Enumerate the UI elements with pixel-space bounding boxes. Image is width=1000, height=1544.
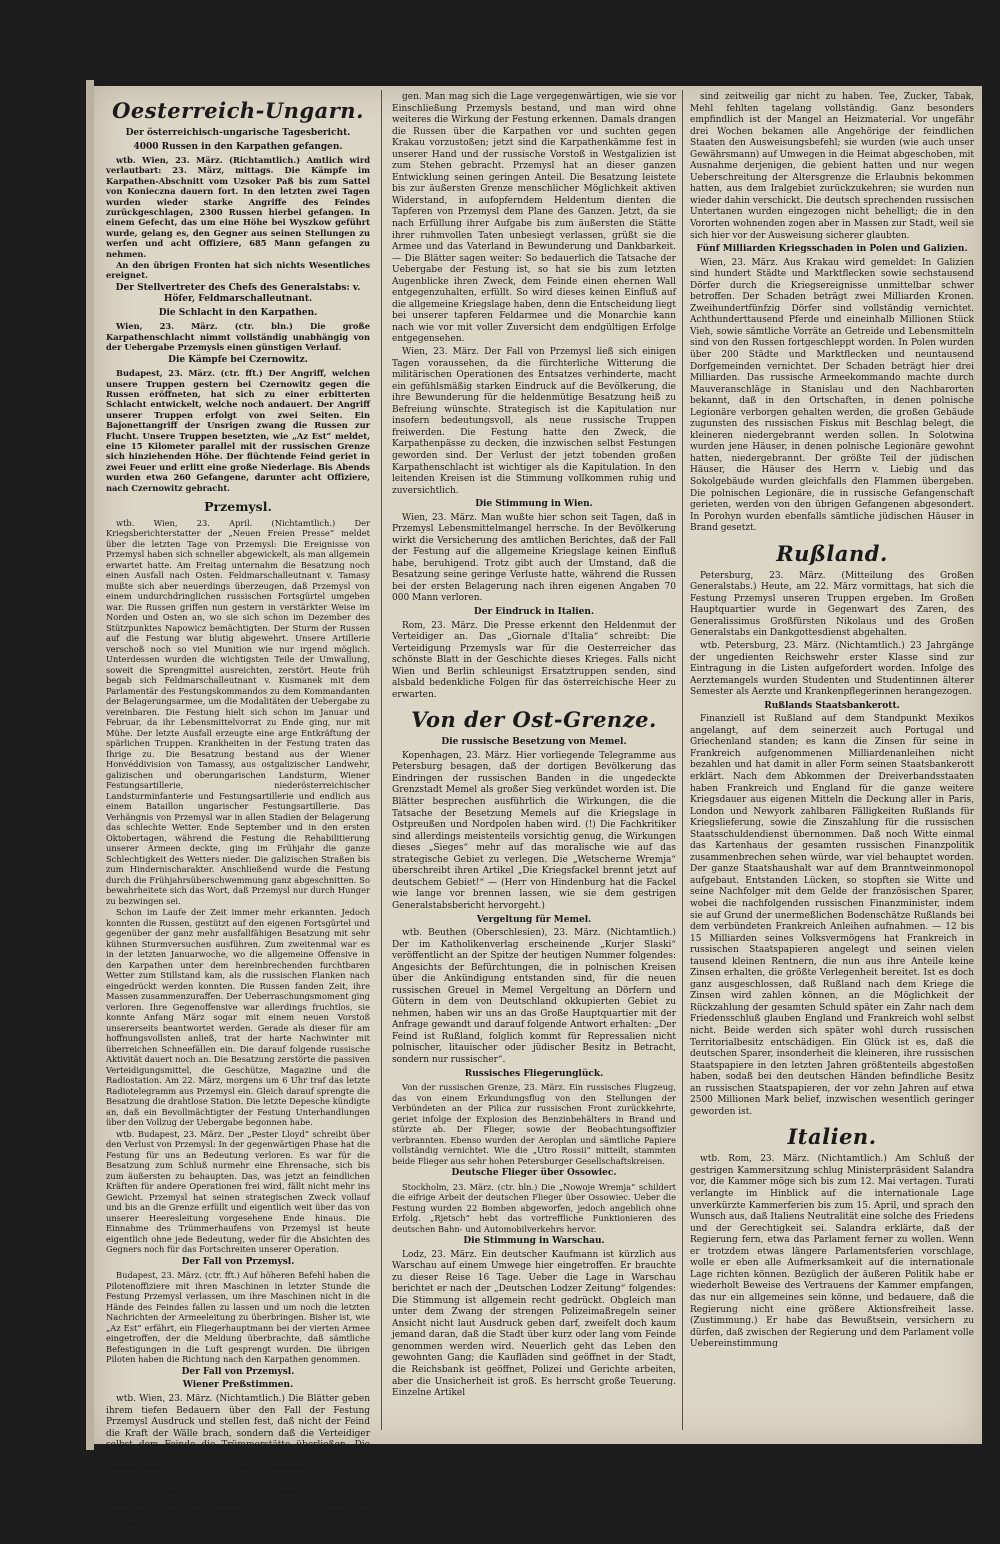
article-paragraph: wtb. Rom, 23. März. (Nichtamtlich.) Am Schluß der gestrigen Kammersitzung schlug Ministerpräsident Salandra vor, die Kammer möge sich bis zum 12. Mai vertagen. Turati verlangte im Hinblick auf die internationale Lage unverkürzte Kammerferien bis zum 15. April, und sprach den Wunsch aus, daß Italiens Neutralität eine solche des Friedens und der Gerechtigkeit sei. Salandra erklärte, daß der Regierung fern, etwa das Parlament ferner zu wollen. Wenn er trotzdem etwas längere Parlamentsferien vorschlage, wolle er eben alle Aufmerksamkeit auf die internationale Lage richten können. Bezüglich der äußeren Politik habe er wiederholt Beweise des Vertrauens der Kammer empfangen, das nur ein allgemeines sein könne, und bedauere, daß die Regierung nicht eine größere Aktionsfreiheit lasse. (Zustimmung.) Er habe das Bewußtsein, versichern zu dürfen, daß zwischen der Regierung und dem Parlament volle Uebereinstimmung: [690, 1154, 974, 1350]
page-edge: [86, 80, 94, 1450]
column-1: [106, 86, 370, 1543]
article-paragraph: wtb. Wien, 23. März. (Richtamtlich.) Amtlich wird verlautbart: 23. März, mittags. Die Kämpfe im Karpathen-Abschnitt vom Uzsoker Paß bis zum Sattel von Konieczna dauern fort. In den letzten zwei Tagen wurden wieder starke Angriffe des Feindes zurückgeschlagen, 2300 Russen hierbei gefangen. In einem Gefecht, das um eine Höhe bei Wyszkow geführt wurde, gelang es, den Gegner aus seinen Stellungen zu werfen und acht Offiziere, 685 Mann gefangen zu nehmen.: [106, 155, 370, 259]
article-paragraph: Wien, 23. März. Aus Krakau wird gemeldet: In Galizien sind hundert Städte und Marktflecken sowie sechstausend Dörfer durch die Kriegsereignisse unmittelbar schwer betroffen. Der Schaden beträgt zwei Milliarden Kronen. Zweihundertfünfzig Dörfer sind vollständig vernichtet. Achthunderttausend Pferde und eineinhalb Millionen Stück Vieh, sowie sämtliche Vorräte an Getreide und Lebensmitteln sind von den Russen fortgeschleppt worden. In Polen wurden über 200 Städte und Marktflecken und neuntausend Dorfgemeinden vernichtet. Der Schaden beträgt hier drei Milliarden. Das russische Armeekommando machte durch Mauveranschläge in Stanislau und den Nachbarorten bekannt, daß in den Ortschaften, in denen polnische Legionäre verborgen gehalten werden, die großen Gebäude zugunsten des russischen Fiskus mit Beschlag belegt, die kleineren niedergebrannt werden sollen. In Solotwina wurden jene Häuser, in denen polnische Legionäre gewohnt hatten, niedergebrannt. Der größte Teil der jüdischen Häuser, die Häuser des Herrn v. Liebig und das Sokolgebäude wurden gleichfalls den Flammen übergeben. Die polnischen Legionäre, die in russische Gefangenschaft gerieten, werden von den übrigen Gefangenen abgesondert. In Porohyn wurden ebenfalls sämtliche jüdischen Häuser in Brand gesetzt.: [690, 257, 974, 534]
section-title-ost-grenze: Von der Ost-Grenze.: [411, 707, 657, 733]
article-paragraph: Kopenhagen, 23. März. Hier vorliegende Telegramme aus Petersburg besagen, daß der dortigen Bevölkerung das Eindringen der russischen Banden in die ungedeckte Grenzstadt Memel als großer Sieg verkündet worden ist. Die Blätter besprechen ausführlich die Wirkungen, die die Tatsache der Besetzung Memels auf die Kriegslage in Ostpreußen und Nordpolen haben wird. (!) Die Fachkritiker sind allerdings meistenteils vorsichtig genug, die Wirkungen dieses „Sieges“ mehr auf das moralische wie auf das strategische Gebiet zu verlegen. Die „Wetscherne Wremja“ überschreibt ihren Artikel „Die Kriegsfackel brennt jetzt auf deutschem Gebiet!“ — (Herr von Hindenburg hat die Fackel wie lange vor brennen lassen, wie sie dem gestrigen Generalstabsbericht hervorgeht.): [392, 750, 676, 911]
article-paragraph: Budapest, 23. März. (ctr. fft.) Auf höheren Befehl haben die Pilotenoffiziere mit ihren Maschinen in letzter Stunde die Festung Przemysl verlassen, um ihre Maschinen nicht in die Hände des Feindes fallen zu lassen und um noch die letzten Nachrichten der Armeeleitung zu überbringen. Bisher ist, wie „Az Est“ erfährt, ein Fliegerhauptmann bei der vierten Armee eingetroffen, der die Meldung überbrachte, daß sämtliche Befestigungen in die Luft gesprengt wurden. Die übrigen Piloten haben die Richtung nach den Karpathen genommen.: [106, 1270, 370, 1365]
headline: Rußlands Staatsbankerott.: [764, 700, 900, 711]
article-paragraph: Lodz, 23. März. Ein deutscher Kaufmann ist kürzlich aus Warschau auf einem Umwege hier eingetroffen. Er brauchte zu dieser Reise 16 Tage. Ueber die Lage in Warschau berichtet er nach der „Deutschen Lodzer Zeitung“ folgendes: Die Stimmung ist allgemein recht gedrückt. Obgleich man unter dem Zwang der strengen Polizeimaßregeln seiner Ansicht nicht laut Ausdruck geben darf, zweifelt doch kaum jemand daran, daß die Stadt über kurz oder lang vom Feinde genommen werden wird. Neuerlich geht das Leben den gewohnten Gang; die Kaufläden sind geöffnet in der Stadt, die Reichsbank ist geöffnet, Polizei und Gerichte arbeiten, aber die Unsicherheit ist groß. Es herrscht große Teuerung. Einzelne Artikel: [392, 1249, 676, 1399]
headline: Der österreichisch-ungarische Tagesbericht.: [125, 128, 351, 138]
headline: Die Kämpfe bei Czernowitz.: [168, 354, 308, 365]
headline: Die Stimmung in Wien.: [475, 499, 593, 510]
article-paragraph: Von der russischen Grenze, 23. März. Ein russisches Flugzeug, das von einem Erkundungsflug von den Stellungen der Verbündeten an der Pilica zur russischen Front zurückkehrte, geriet infolge der Explosion des Benzinbehälters in Brand und stürzte ab. Der Flieger, sowie der Beobachtungsoffizier verbrannten. Ebenso wurden der Aeroplan und sämtliche Papiere vollständig vernichtet. Wie die „Utro Rossii“ mitteilt, stammten beide Flieger aus sehr hohen Petersburger Gesellschaftskreisen.: [392, 1082, 676, 1166]
section-title-oesterreich-ungarn: Oesterreich-Ungarn.: [112, 98, 364, 123]
article-paragraph: sind zeitweilig gar nicht zu haben. Tee, Zucker, Tabak, Mehl fehlten tagelang vollständig. Ganz besonders empfindlich ist der Mangel an Heizmaterial. Vor ungefähr drei Wochen bekamen alle Angehörige der feindlichen Staaten den Ausweisungsbefehl; sie wurden (wie auch unser Gewährsmann) auf Umwegen in die Heimat abgeschoben, mit Ausnahme derjenigen, die gebient hatten und nur wegen Ueberschreitung der Altersgrenze die Erlaubnis bekommen hatten, aus dem Iralgebiet zurückzukehren; sie wurden nun wieder dahin verschickt. Die deutsch sprechenden russischen Untertanen wurden eingezogen nicht behelligt; die in den Vororten wohnenden zogen aber in Massen zur Stadt, weil sie sich hier vor der Ausweisung sicherer glaubten.: [690, 92, 974, 241]
headline: Der Eindruck in Italien.: [473, 607, 595, 618]
article-paragraph: Stockholm, 23. März. (ctr. bln.) Die „Nowoje Wremja“ schildert die eifrige Arbeit der deutschen Flieger über Ossowiec. Ueber die Festung wurden 22 Bomben abgeworfen, jedoch angeblich ohne Erfolg. „Rjetsch“ hebt das vortreffliche Funktionieren des deutschen Bahn- und Automobilverkehrs hervor.: [392, 1181, 676, 1234]
article-paragraph: Schon im Laufe der Zeit immer mehr erkannten. Jedoch konnten die Russen, gestützt auf den eigenen Fortsgürtel und gegenüber der ganz mehr ausfallfähigen Besatzung mit sehr kühnen Sturmversuchen ausführen. Zum zweitenmal war es in der letzten Januarwoche, wo die allgemeine Offensive in den Karpathen unter dem hereinbrechenden furchtbaren Wetter zum Stillstand kam, als die russischen Flanken nach eingedrückt werden konnten. Die Russen fanden Zeit, ihre Massen zusammenzuraffen. Der Ueberraschungsmoment ging verloren. Ihre Gegenoffensive war allerdings fruchtlos, sie konnte Anfang März sogar mit einem neuen Vorstoß unsererseits beantwortet werden. Gerade als dieser für am hoffnungsvollsten anließ, trat der harte Nachwinter mit überreichen Schneefällen ein. Die darauf folgende russische Aktivität dauert noch an. Die Besatzung zerstörte die passiven Verteidigungsmittel, die Geschütze, Magazine und die Radiostation. Am 22. März, morgens um 6 Uhr traf das letzte Radiotelegramm aus Przemysl ein. Gleich darauf sprengte die Besatzung die drahtlose Station. Die letzte Depesche kündigte an, daß ein Bevollmächtigter der Festung Unterhandlungen über den Vollzug der Uebergabe begonnen habe.: [106, 907, 370, 1128]
article-paragraph: An den übrigen Fronten hat sich nichts Wesentliches ereignet.: [106, 260, 370, 281]
column-rule: [682, 90, 683, 1430]
article-paragraph: wtb. Wien, 23. März. (Nichtamtlich.) Die Blätter geben ihrem tiefen Bedauern über den Fall der Festung Przemysl Ausdruck und stellen fest, daß nicht der Feind die Kraft der Wälle brach, sondern daß die Verteidiger selbst dem Feinde die Trümmerstätte überließen. Die Helden von Przemysl, die durch viereinhalb Monate dem Feinde einen starken Widerstand leisteten, haben nicht umsonst gekämpft. Den Zweck, den die Festung Przemysl erfüllen sollte, hat sie erfüllt. Wie ein Pfahl blieb sie durch viereinhalb Monate im Fleische des Gegners haften, zog seine Kräfte an und band sie, während auf dem Kriegsschauplatz des Weltkrieges wichtige Ereignisse vor sich gingen.: [106, 1393, 370, 1543]
article-paragraph: wtb. Petersburg, 23. März. (Nichtamtlich.) 23 Jahrgänge der ungedienten Reichswehr erster Klasse sind zur Eintragung in die Listen aufgefordert worden. Infolge des Aerztemangels wurden Studenten und Studentinnen älterer Semester als Aerzte und Krankenpflegerinnen herangezogen.: [690, 641, 974, 698]
section-title-przemysl: Przemysl.: [204, 498, 272, 514]
article-paragraph: Wien, 23. März. (ctr. bln.) Die große Karpathenschlacht nimmt vollständig unabhängig von der Uebergabe Przemysls einen günstigen Verlauf.: [106, 321, 370, 353]
article-paragraph: Wien, 23. März. Man wußte hier schon seit Tagen, daß in Przemysl Lebensmittelmangel herrsche. In der Bevölkerung wirkt die Versicherung des amtlichen Berichtes, daß der Fall der Festung auf die allgemeine Kriegslage keinen Einfluß habe, beruhigend. Trotz gibt auch der Umstand, daß die Besatzung seine geringe Verluste hatte, während die Russen bei der ersten Belagerung nach ihren eigenen Angaben 70 000 Mann verloren.: [392, 512, 676, 604]
article-paragraph: wtb. Beuthen (Oberschlesien), 23. März. (Nichtamtlich.) Der im Katholikenverlag erscheinende „Kurjer Slaski“ veröffentlicht an der Spitze der heutigen Nummer folgendes: Angesichts der Befürchtungen, die in polnischen Kreisen über die Ankündigung entstanden sind, für die neuen russischen Greuel in Memel Vergeltung an Dörfern und Gütern in dem von Deutschland okkupierten Gebiet zu nehmen, haben wir uns an das Große Hauptquartier mit der Anfrage gewandt und darauf folgende Antwort erhalten: „Der Feind ist Rußland, folglich kommt für Repressalien nicht polnischer, litauischer oder jüdischer Besitz in Betracht, sondern nur russischer“.: [392, 928, 676, 1066]
article-paragraph: Wien, 23. März. Der Fall von Przemysl ließ sich einigen Tagen voraussehen, da die fürchterliche Witterung die militärischen Operationen des Entsatzes verhinderte, macht ein gefühlsmäßig starken Eindruck auf die Bevölkerung, die ihre Bewunderung für die heldenmütige Besatzung heiß zu Befreiung wünschte. Strategisch ist die Kapitulation nur insofern bedeutungsvoll, als neue russische Truppen freiwerden. Die Festung hatte den Zweck, die Karpathenpässe zu decken, die inzwischen selbst Festungen geworden sind. Der Verlust der jetzt tobenden großen Karpathenschlacht ist wichtiger als die Kapitulation. In den leitenden Kreisen ist die Stimmung vollkommen ruhig und zuversichtlich.: [392, 347, 676, 496]
section-title-italien: Italien.: [787, 1124, 877, 1150]
headline: Die Stimmung in Warschau.: [463, 1236, 605, 1247]
section-title-russland: Rußland.: [776, 540, 888, 566]
headline: Deutsche Flieger über Ossowiec.: [451, 1168, 617, 1179]
article-paragraph: Finanziell ist Rußland auf dem Standpunkt Mexikos angelangt, auf dem seinerzeit auch Portugal und Griechenland standen; es kann die Zinsen für seine in Frankreich aufgenommenen Milliardenanleihen nicht bezahlen und hat damit in aller Form seinen Staatsbankerott erklärt. Nach dem Abkommen der Dreiverbandsstaaten haben Frankreich und England für die ganze weitere Kriegsdauer aus eigenen Mitteln die Deckung aller in Paris, London und Newyork zahlbaren Fälligkeiten Rußlands für Kriegslieferung, sowie die Zinszahlung für die russischen Staatsschuldendienst übernommen. Daß noch Witte einmal das Kartenhaus der gesamten russischen Finanzpolitik zusammenbrechen sehen würde, war viel behauptet worden. Der ganze Staatshaushalt war auf dem Branntweinmonopol aufgebaut. Entstanden Lücken, so stopften sie Witte und seine Nachfolger mit dem Gelde der französischen Sparer, wobei die nachfolgenden russischen Finanzminister, indem sie auf Grund der unermeßlichen Bodenschätze Rußlands bei dem verbündeten Frankreich Anleihen aufnahmen. — 12 bis 15 Milliarden seines Volksvermögens hat Frankreich in russischen Staatspapieren angelegt und seinen vielen tausend kleinen Rentnern, die nun aus ihre Anteile keine Zinsen erhalten, die größte Verlegenheit bereitet. Ist es doch ganz ausgeschlossen, daß Rußland nach dem Kriege die Zinsen wird zahlen können, an die Möglichkeit der Rückzahlung der gesamten Schuld später ein Zahr nach dem Friedensschluß glauben England und Frankreich wohl selbst nicht. Beide werden sich später wohl durch russischen Territorialbesitz entschädigen. Ein Glück ist es, daß die deutschen Sparer, insonderheit die kleineren, ihre russischen Staatspapiere in den letzten Jahren größtenteils abgestoßen haben, sodaß bei den deutschen Händen befindliche Besitz an russischen Staatspapieren, der vor zehn Jahren auf etwa 2500 Millionen Mark belief, inzwischen wesentlich geringer geworden ist.: [690, 714, 974, 1117]
article-paragraph: Petersburg, 23. März. (Mitteilung des Großen Generalstabs.) Heute, am 22. März vormittags, hat sich die Festung Przemysl unseren Truppen ergeben. Im Großen Hauptquartier wurde in Gegenwart des Zaren, des Generalissimus Großfürsten Nikolaus und des Großen Generalstabs ein Dankgottesdienst abgehalten.: [690, 570, 974, 639]
headline: Der Fall von Przemysl.: [181, 1256, 295, 1267]
article-paragraph: gen. Man mag sich die Lage vergegenwärtigen, wie sie vor Einschließung Przemysls bestand, und man wird ohne weiteres die Wirkung der Festung erkennen. Damals drangen die Russen über die Karpathen vor und suchten gegen Krakau vorzustoßen; jetzt sind die Karpathenkämme fest in unserer Hand und der russische Vorstoß in Westgalizien ist zum Stehen gebracht. Przemysl hat an dieser ganzen Entwicklung seinen geringen Anteil. Die Besatzung leistete bis zur äußersten Grenze menschlicher Möglichkeit aktiven Widerstand, in aufopferndem Heldentum dienten die Tapferen von Przemysl dem Plane des Ganzen. Jetzt, da sie nach Erfüllung ihrer Aufgabe bis zum äußersten die Stätte ihrer ruhmvollen Taten unbesiegt verlassen, grüßt sie die Armee und das Vaterland in Bewunderung und Dankbarkeit. — Die Blätter sagen weiter: So bedauerlich die Tatsache der Uebergabe der Festung ist, so hat sie bis zum letzten Augenblicke ihren Zweck, dem Feinde einen ehernen Wall entgegenzuhalten, erfüllt. So wird dieses keinen Einfluß auf die allgemeine Kriegslage haben, denn die Entscheidung liegt bei unserer tapferen Feldarmee und die Monarchie kann nach wie vor mit voller Zuversicht dem endgültigen Erfolge entgegensehen.: [392, 92, 676, 345]
headline: Vergeltung für Memel.: [476, 914, 592, 925]
subheadline: Wiener Preßstimmen.: [182, 1380, 294, 1391]
article-paragraph: Rom, 23. März. Die Presse erkennt den Heldenmut der Verteidiger an. Das „Giornale d'Italia“ schreibt: Die Verteidigung Przemysls war für die Oesterreicher das schönste Blatt in der Geschichte dieses Krieges. Falls nicht Wien und Berlin schleunigst Ersatztruppen senden, sind alsbald bedenkliche Folgen für das österreichische Heer zu erwarten.: [392, 620, 676, 700]
headline: Fünf Milliarden Kriegsschaden in Polen und Galizien.: [696, 244, 968, 255]
column-rule: [381, 90, 382, 1430]
newspaper-page: [94, 86, 982, 1543]
headline: Die Schlacht in den Karpathen.: [158, 307, 318, 318]
signature: Der Stellvertreter des Chefs des Generalstabs: v. Höfer, Feldmarschalleutnant.: [115, 282, 361, 305]
column-2: [392, 86, 676, 1450]
headline: Russisches Fliegerunglück.: [464, 1068, 604, 1079]
subheadline: 4000 Russen in den Karpathen gefangen.: [133, 141, 343, 152]
column-3: [690, 86, 974, 1450]
headline: Der Fall von Przemysl.: [181, 1366, 295, 1377]
headline: Die russische Besetzung von Memel.: [441, 737, 627, 748]
article-paragraph: wtb. Wien, 23. April. (Nichtamtlich.) Der Kriegsberichterstatter der „Neuen Freien Presse“ meldet über die letzten Tage von Przemysl: Die Ereignisse von Przemysl haben sich schneller abgewickelt, als man allgemein erwartet hatte. Am Freitag unternahm die Besatzung noch einen Ausfall nach Osten. Feldmarschalleutnant v. Tamasy mußte sich aber neuerdings überzeugen, daß Przemysl von einem undurchdringlichen russischen Fortsgürtel umgeben war. Die Russen griffen nun gestern in verstärkter Weise im Norden und Osten an, wo sie sich schon im Dezember des Stützpunktes Napowicz bemächtigten. Der Sturm der Russen auf die Festung war blutig abgewehrt. Unsere Artillerie verschoß noch so viel Munition wie nur irgend möglich. Unterdessen wurden die wichtigsten Teile der Umwallung, soweit die Sprengmittel ausreichten, zerstört. Heute früh begab sich Feldmarschalleutnant v. Kusmanek mit dem Parlamentär des Festungskommandos zu dem Kommandanten der Belagerungsarmee, um die Modalitäten der Uebergabe zu vereinbaren. Die Festung hielt sich schon im Januar und Februar, da ihr Lebensmittelvorrat zu Ende ging, nur mit Mühe. Der letzte Ausfall erzeugte eine arge Entkräftung der spärlichen Truppen. Krankheiten in der Festung traten das Ihrige zu. Die Besatzung bestand aus der Wiener Honvéddivision von Tamassy, aus ostgalizischer Landwehr, galizischen und oberungarischen Landsturm, Wiener Festungsartillerie, niederösterreichischer Landsturminfanterie und Festungsartillerie und endlich aus einem Bataillon ungarischer Festungsartillerie. Das Verhängnis von Przemysl war in allen Stadien der Belagerung das schlechte Wetter. Ende September und in den ersten Oktobertagen, während die Festung die Rehabilitierung unserer Armeen deckte, ging im Frühjahr die ganze Schlechtigkeit des Wetters nieder. Die galizischen Straßen bis zum Hindernischarakter. Anschließend wurde die Festung durch die Frühjahrsüberschwemmung ganz abgeschnitten. So bewahrheitete sich das Wort, daß Przemysl nur durch Hunger zu bezwingen sei.: [106, 517, 370, 906]
article-paragraph: Budapest, 23. März. (ctr. fft.) Der Angriff, welchen unsere Truppen gestern bei Czernowitz gegen die Russen eröffneten, hat sich zu einer erbitterten Schlacht entwickelt, welche noch andauert. Der Angriff unserer Truppen erfolgt von zwei Seiten. Ein Bajonettangriff der Unsrigen zwang die Russen zur Flucht. Unsere Truppen besetzten, wie „Az Est“ meldet, eine 15 Kilometer parallel mit der russischen Grenze sich hinziehenden Höhe. Der flüchtende Feind geriet in zwei Feuer und erlitt eine große Niederlage. Bis Abends wurden etwa 260 Gefangene, darunter acht Offiziere, nach Czernowitz gebracht.: [106, 368, 370, 493]
article-paragraph: wtb. Budapest, 23. März. Der „Pester Lloyd“ schreibt über den Verlust von Przemysl: In der gegenwärtigen Phase hat die Festung für uns an Bedeutung verloren. Es war für die Besatzung zum Schluß nurmehr eine Ehrensache, sich bis zum äußersten zu behaupten. Das, was jetzt an feindlichen Kräften für andere Operationen frei wird, fällt nicht mehr ins Gewicht. Przemysl hat seinen strategischen Zweck vollauf und bis an die Grenze erfüllt und eigentlich weit über das von unserer Heeresleitung vorgesehene Ende hinaus. Die Einnahme des Trümmerhaufens von Przemysl ist heute eigentlich ohne jede Bedeutung, weder für die Absichten des Gegners noch für das Fortschreiten unserer Operation.: [106, 1128, 370, 1255]
